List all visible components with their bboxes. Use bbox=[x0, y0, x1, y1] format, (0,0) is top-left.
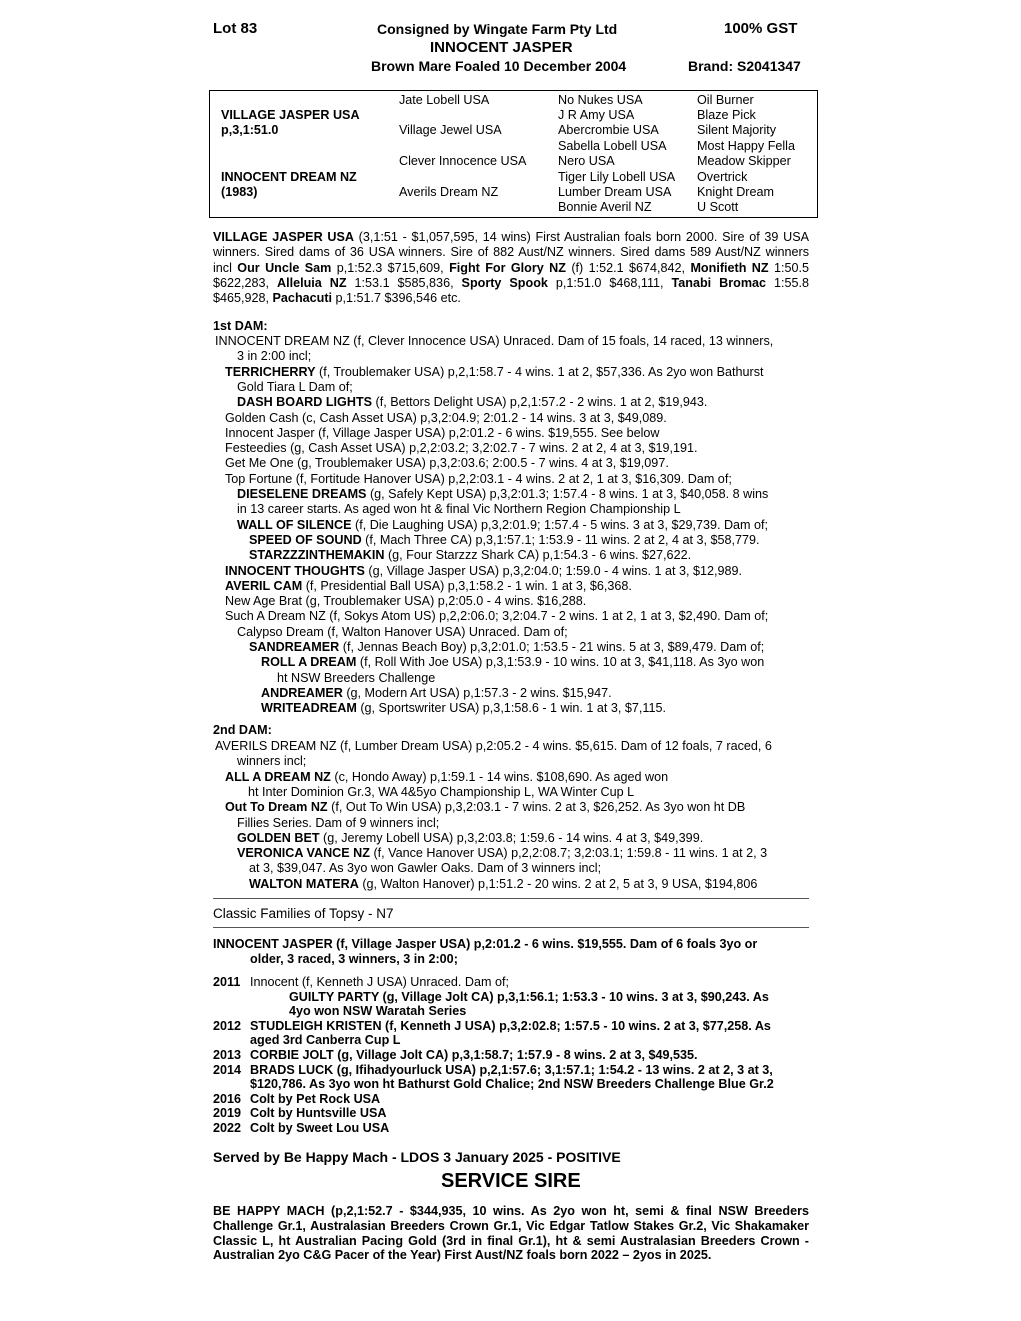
pedigree-line: STARZZZINTHEMAKIN (g, Four Starzzz Shark CA) p,1:54.3 - 6 wins. $27,622. bbox=[249, 548, 692, 563]
pedigree-gggparent: Oil Burner bbox=[697, 93, 754, 107]
pedigree-line: winners incl; bbox=[237, 754, 307, 769]
produce-year: 2014 bbox=[213, 1063, 242, 1077]
pedigree-line: VERONICA VANCE NZ (f, Vance Hanover USA) p,2,2:08.7; 3,2:03.1; 1:59.8 - 11 wins. 1 at 2, 3 bbox=[237, 846, 768, 861]
pedigree-sire: VILLAGE JASPER USA bbox=[221, 108, 360, 122]
pedigree-line: GOLDEN BET (g, Jeremy Lobell USA) p,3,2:03.8; 1:59.6 - 14 wins. 4 at 3, $49,399. bbox=[237, 830, 704, 845]
pedigree-line: SANDREAMER (f, Jennas Beach Boy) p,3,2:01.0; 1:53.5 - 21 wins. 5 at 3, $89,479. Dam of; bbox=[249, 640, 765, 654]
horse-description: Brown Mare Foaled 10 December 2004 bbox=[371, 58, 627, 74]
produce-intro: INNOCENT JASPER (f, Village Jasper USA) p,2:01.2 - 6 wins. $19,555. Dam of 6 foals 3yo or bbox=[213, 937, 758, 951]
produce-text: CORBIE JOLT (g, Village Jolt CA) p,3,1:58.7; 1:57.9 - 8 wins. 2 at 3, $49,535. bbox=[250, 1048, 698, 1062]
served-note: Served by Be Happy Mach - LDOS 3 January 2025 - POSITIVE bbox=[213, 1149, 621, 1165]
horse-name: DIESELENE DREAMS bbox=[237, 487, 367, 501]
pedigree-line: in 13 career starts. As aged won ht & final Vic Northern Region Championship L bbox=[237, 502, 681, 517]
pedigree-line: WALTON MATERA (g, Walton Hanover) p,1:51.2 - 20 wins. 2 at 2, 5 at 3, 9 USA, $194,806 bbox=[249, 876, 758, 891]
pedigree-line: Innocent Jasper (f, Village Jasper USA) p,2:01.2 - 6 wins. $19,555. See below bbox=[225, 425, 660, 440]
pedigree-line: 3 in 2:00 incl; bbox=[237, 349, 312, 364]
pedigree-line: ht Inter Dominion Gr.3, WA 4&5yo Championship L, WA Winter Cup L bbox=[248, 784, 635, 799]
produce-year: 2013 bbox=[213, 1048, 242, 1062]
pedigree-ggparent: Bonnie Averil NZ bbox=[558, 200, 652, 214]
gst-status: 100% GST bbox=[724, 20, 798, 37]
produce-year: 2016 bbox=[213, 1092, 242, 1106]
produce-text: BRADS LUCK (g, Ifihadyourluck USA) p,2,1:57.6; 3,1:57.1; 1:54.2 - 13 wins. 2 at 2, 3 at 3, bbox=[250, 1063, 773, 1077]
produce-text: STUDLEIGH KRISTEN (f, Kenneth J USA) p,3,2:02.8; 1:57.5 - 10 wins. 2 at 3, $77,258. As bbox=[250, 1019, 771, 1033]
produce-text: $120,786. As 3yo won ht Bathurst Gold Chalice; 2nd NSW Breeders Challenge Blue Gr.2 bbox=[250, 1077, 774, 1091]
pedigree-line: New Age Brat (g, Troublemaker USA) p,2:05.0 - 4 wins. $16,288. bbox=[225, 594, 587, 609]
produce-year: 2019 bbox=[213, 1106, 242, 1120]
pedigree-line: INNOCENT DREAM NZ (f, Clever Innocence USA) Unraced. Dam of 15 foals, 14 raced, 13 winners, bbox=[215, 334, 774, 348]
produce-text: Colt by Sweet Lou USA bbox=[250, 1121, 390, 1135]
horse-name: TERRICHERRY bbox=[225, 364, 316, 379]
pedigree-line: AVERILS DREAM NZ (f, Lumber Dream USA) p,2:05.2 - 4 wins. $5,615. Dam of 12 foals, 7 raced, 6 bbox=[215, 739, 772, 753]
second-dam-heading: 2nd DAM: bbox=[213, 723, 272, 737]
horse-name: WALTON MATERA bbox=[249, 876, 359, 891]
produce-text: Innocent (f, Kenneth J USA) Unraced. Dam of; bbox=[250, 975, 509, 989]
produce-text: Colt by Pet Rock USA bbox=[250, 1092, 381, 1106]
family-note: Classic Families of Topsy - N7 bbox=[213, 906, 394, 921]
pedigree-grandparent: Village Jewel USA bbox=[399, 123, 502, 137]
pedigree-line: WALL OF SILENCE (f, Die Laughing USA) p,3,2:01.9; 1:57.4 - 5 wins. 3 at 3, $29,739. Dam of; bbox=[237, 517, 769, 532]
sire-summary: VILLAGE JASPER USA (3,1:51 - $1,057,595, 14 wins) First Australian foals born 2000. Sire of 39 USA winners. Sired dams of 36 USA winners. Sire of 882 Aust/NZ winners. Sired dams 589 Aust/NZ winners incl Our Uncle Sam p,1:52.3 $715,609, Fight For Glory NZ (f) 1:52.1 $674,842, Monifieth NZ 1:50.5 $622,283, Alleluia NZ 1:53.1 $585,836, Sporty Spook p,1:51.0 $468,111, Tanabi Bromac 1:55.8 $465,928, Pachacuti p,1:51.7 $396,546 etc. bbox=[213, 230, 810, 306]
pedigree-line: ANDREAMER (g, Modern Art USA) p,1:57.3 - 2 wins. $15,947. bbox=[261, 685, 612, 700]
horse-name: WALL OF SILENCE bbox=[237, 517, 352, 532]
pedigree-ggparent: Sabella Lobell USA bbox=[558, 139, 667, 153]
pedigree-line: at 3, $39,047. As 3yo won Gawler Oaks. Dam of 3 winners incl; bbox=[249, 861, 602, 876]
horse-name: STARZZZINTHEMAKIN bbox=[249, 548, 385, 563]
pedigree-line: AVERIL CAM (f, Presidential Ball USA) p,3,1:58.2 - 1 win. 1 at 3, $6,368. bbox=[225, 578, 632, 593]
horse-name: SPEED OF SOUND bbox=[249, 532, 362, 547]
horse-name: ALL A DREAM NZ bbox=[225, 769, 331, 784]
produce-year: 2011 bbox=[213, 975, 241, 989]
pedigree-line: DASH BOARD LIGHTS (f, Bettors Delight USA) p,2,1:57.2 - 2 wins. 1 at 2, $19,943. bbox=[237, 395, 708, 410]
pedigree-line: ROLL A DREAM (f, Roll With Joe USA) p,3,1:53.9 - 10 wins. 10 at 3, $41,118. As 3yo won bbox=[261, 655, 765, 670]
pedigree-line: ALL A DREAM NZ (c, Hondo Away) p,1:59.1 - 14 wins. $108,690. As aged won bbox=[225, 769, 669, 784]
pedigree-gggparent: Knight Dream bbox=[697, 185, 774, 199]
horse-name: Out To Dream NZ bbox=[225, 800, 328, 815]
sire-name: VILLAGE JASPER USA bbox=[213, 230, 354, 244]
produce-year: 2022 bbox=[213, 1121, 242, 1135]
pedigree-grandparent: Averils Dream NZ bbox=[399, 185, 499, 199]
consignor: Consigned by Wingate Farm Pty Ltd bbox=[377, 21, 618, 37]
pedigree-gggparent: Overtrick bbox=[697, 170, 748, 184]
pedigree-line: Gold Tiara L Dam of; bbox=[237, 379, 353, 394]
horse-name: INNOCENT JASPER bbox=[430, 39, 573, 56]
pedigree-line: Out To Dream NZ (f, Out To Win USA) p,3,2:03.1 - 7 wins. 2 at 3, $26,252. As 3yo won ht DB bbox=[225, 800, 746, 815]
produce-text: Colt by Huntsville USA bbox=[250, 1106, 387, 1120]
horse-name: ROLL A DREAM bbox=[261, 655, 357, 670]
horse-name: DASH BOARD LIGHTS bbox=[237, 395, 373, 410]
pedigree-gggparent: Silent Majority bbox=[697, 123, 777, 137]
pedigree-ggparent: No Nukes USA bbox=[558, 93, 643, 107]
horse-name: ANDREAMER bbox=[261, 685, 343, 700]
horse-name: GOLDEN BET bbox=[237, 830, 320, 845]
horse-name: AVERIL CAM bbox=[225, 578, 303, 593]
pedigree-line: ht NSW Breeders Challenge bbox=[277, 670, 436, 685]
horse-name: INNOCENT THOUGHTS bbox=[225, 563, 365, 578]
pedigree-sire-record: p,3,1:51.0 bbox=[221, 123, 279, 137]
pedigree-dam: INNOCENT DREAM NZ bbox=[221, 170, 357, 184]
pedigree-line: Golden Cash (c, Cash Asset USA) p,3,2:04.9; 2:01.2 - 14 wins. 3 at 3, $49,089. bbox=[225, 410, 667, 425]
pedigree-line: Festeedies (g, Cash Asset USA) p,2,2:03.2; 3,2:02.7 - 7 wins. 2 at 2, 4 at 3, $19,191. bbox=[225, 441, 698, 456]
pedigree-ggparent: Abercrombie USA bbox=[558, 123, 659, 137]
produce-text: aged 3rd Canberra Cup L bbox=[250, 1033, 401, 1047]
pedigree-line: Calypso Dream (f, Walton Hanover USA) Unraced. Dam of; bbox=[237, 624, 568, 639]
pedigree-grandparent: Jate Lobell USA bbox=[399, 93, 490, 107]
pedigree-gggparent: Most Happy Fella bbox=[697, 139, 795, 153]
divider bbox=[213, 898, 809, 899]
first-dam-heading: 1st DAM: bbox=[213, 319, 268, 333]
lot-number: Lot 83 bbox=[213, 20, 258, 37]
produce-intro: older, 3 raced, 3 winners, 3 in 2:00; bbox=[250, 952, 458, 966]
pedigree-line: DIESELENE DREAMS (g, Safely Kept USA) p,3,2:01.3; 1:57.4 - 8 wins. 1 at 3, $40,058. 8 wins bbox=[237, 487, 769, 501]
pedigree-line: WRITEADREAM (g, Sportswriter USA) p,3,1:58.6 - 1 win. 1 at 3, $7,115. bbox=[261, 701, 667, 716]
pedigree-line: Get Me One (g, Troublemaker USA) p,3,2:03.6; 2:00.5 - 7 wins. 4 at 3, $19,097. bbox=[225, 456, 669, 471]
pedigree-line: Top Fortune (f, Fortitude Hanover USA) p,2,2:03.1 - 4 wins. 2 at 2, 1 at 3, $16,309. Dam of; bbox=[225, 471, 732, 486]
produce-text: GUILTY PARTY (g, Village Jolt CA) p,3,1:56.1; 1:53.3 - 10 wins. 3 at 3, $90,243. As bbox=[289, 990, 769, 1004]
brand: Brand: S2041347 bbox=[688, 58, 801, 74]
pedigree-ggparent: Tiger Lily Lobell USA bbox=[558, 170, 676, 184]
divider bbox=[213, 927, 809, 928]
service-sire-heading: SERVICE SIRE bbox=[441, 1170, 581, 1192]
pedigree-line: SPEED OF SOUND (f, Mach Three CA) p,3,1:57.1; 1:53.9 - 11 wins. 2 at 2, 4 at 3, $58,779. bbox=[249, 532, 760, 547]
pedigree-ggparent: Nero USA bbox=[558, 154, 615, 168]
pedigree-ggparent: J R Amy USA bbox=[558, 108, 635, 122]
pedigree-gggparent: U Scott bbox=[697, 200, 739, 214]
pedigree-gggparent: Blaze Pick bbox=[697, 108, 756, 122]
horse-name: SANDREAMER bbox=[249, 640, 340, 654]
produce-text: 4yo won NSW Waratah Series bbox=[289, 1004, 467, 1018]
pedigree-line: TERRICHERRY (f, Troublemaker USA) p,2,1:58.7 - 4 wins. 1 at 2, $57,336. As 2yo won Bathurst bbox=[225, 364, 764, 379]
pedigree-line: Fillies Series. Dam of 9 winners incl; bbox=[237, 815, 440, 830]
pedigree-line: INNOCENT THOUGHTS (g, Village Jasper USA) p,3,2:04.0; 1:59.0 - 4 wins. 1 at 3, $12,989. bbox=[225, 563, 743, 578]
horse-name: VERONICA VANCE NZ bbox=[237, 846, 370, 861]
pedigree-ggparent: Lumber Dream USA bbox=[558, 185, 672, 199]
pedigree-line: Such A Dream NZ (f, Sokys Atom US) p,2,2:06.0; 3,2:04.7 - 2 wins. 1 at 2, 1 at 3, $2,490. Dam of; bbox=[225, 609, 769, 624]
pedigree-dam-year: (1983) bbox=[221, 185, 258, 199]
produce-year: 2012 bbox=[213, 1019, 242, 1033]
pedigree-grandparent: Clever Innocence USA bbox=[399, 154, 527, 168]
service-sire-text: BE HAPPY MACH (p,2,1:52.7 - $344,935, 10 wins. As 2yo won ht, semi & final NSW Breeders Challenge Gr.1, Australasian Breeders Crown Gr.1, Vic Edgar Tatlow Stakes Gr.2, Vic Shakamaker Classic L, ht Australian Pacing Gold (3rd in final Gr.1), ht & semi Australasian Breeders Crown - Australian 2yo C&G Pacer of the Year) First Aust/NZ foals born 2022 – 2yos in 2025. bbox=[213, 1204, 809, 1263]
horse-name: WRITEADREAM bbox=[261, 701, 357, 716]
pedigree-gggparent: Meadow Skipper bbox=[697, 154, 791, 168]
